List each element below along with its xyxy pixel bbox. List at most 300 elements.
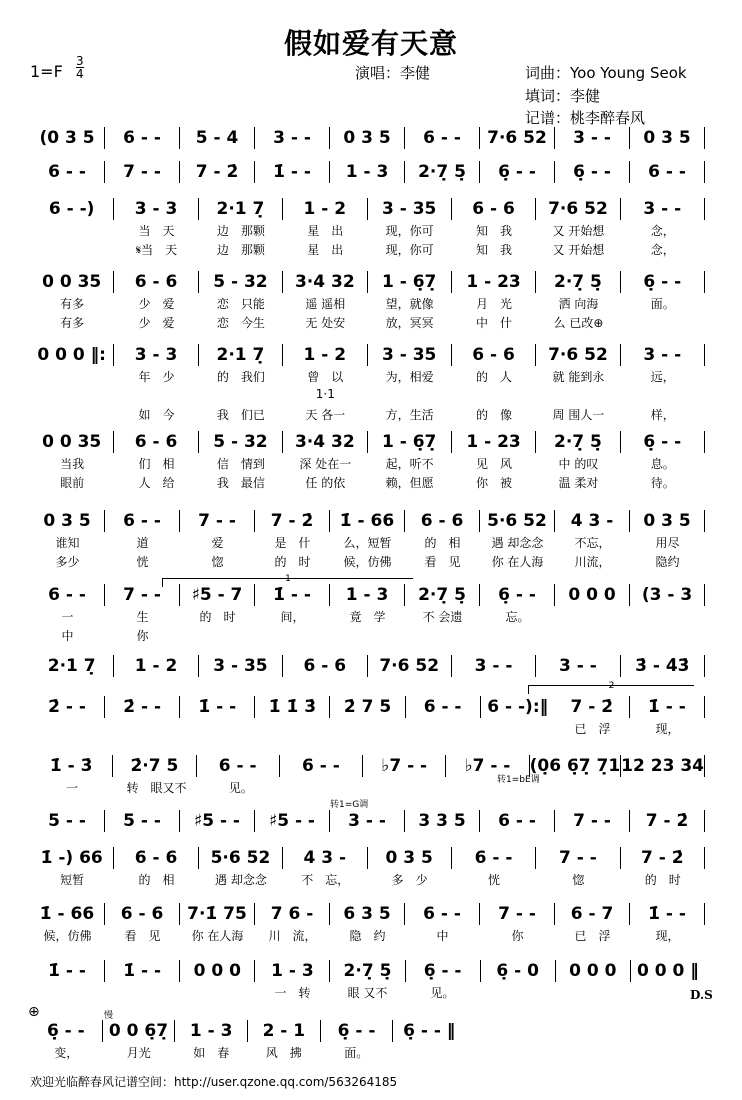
composer-credit: 词曲：Yoo Young Seok [525, 64, 687, 82]
measure: 3 - - [621, 344, 705, 366]
measure: 3 - - [555, 127, 630, 149]
lyric-line [30, 295, 705, 312]
lyric-segment [255, 627, 330, 644]
measure: 3 - - [330, 810, 405, 832]
tempo-slow-label: 慢 [104, 1011, 114, 1021]
notation-row [30, 127, 705, 149]
coda-symbol: ⊕ [28, 1004, 40, 1020]
measure: 2·1 7̣ [30, 655, 114, 677]
lyric-segment: 不 忘， [301, 873, 350, 887]
lyric-segment: 你 在人海 [191, 929, 244, 943]
lyric-line [30, 720, 705, 737]
lyric-line [30, 627, 705, 644]
lyric-segment: 现，你可 [385, 243, 434, 257]
measure: 6 - - [405, 903, 480, 925]
lyric-segment: 远， [650, 370, 675, 384]
measure: 0 0 0 ‖: [30, 344, 114, 366]
lyric-segment: 现，你可 [385, 224, 434, 238]
staff-system [30, 1020, 465, 1061]
measure: 7 - - [480, 903, 555, 925]
measure: ♯5 - - [180, 810, 255, 832]
lyric-segment: 一 [61, 610, 74, 624]
notation-row [30, 755, 705, 777]
key-signature: 1=F [30, 62, 63, 81]
lyric-segment [180, 627, 255, 644]
lyric-segment: 如 春 [193, 1046, 230, 1060]
lyric-line [30, 534, 705, 551]
lyric-segment [630, 608, 705, 625]
measure: 3·4 32 [283, 431, 367, 453]
lyric-segment: 天 各一 [305, 408, 346, 422]
notation-row [30, 161, 705, 183]
lyric-segment: 看 见 [424, 555, 461, 569]
measure: 3 - - [536, 655, 620, 677]
measure: 1 - 2 [114, 655, 198, 677]
lyric-line [30, 779, 705, 796]
lyric-segment [283, 779, 367, 796]
lyric-segment: 一 [66, 781, 79, 795]
measure: 7 - 2̇ [630, 810, 705, 832]
measure: 6̣ - - [621, 271, 705, 293]
lyric-line [30, 984, 705, 1001]
lyric-segment [30, 406, 114, 423]
measure: 5·6 52 [480, 510, 555, 532]
measure: 0 0 0 [180, 960, 255, 982]
lyric-segment: 道 [136, 536, 149, 550]
lyric-segment: 的 人 [476, 370, 513, 384]
lyric-segment: 恍 [488, 873, 501, 887]
measure: 1̇ -) 66 [30, 847, 114, 869]
lyric-segment: 不忘， [574, 536, 611, 550]
measure: 0 0 0 [555, 584, 630, 606]
measure: 0 0 0 [556, 960, 631, 982]
lyric-segment: 待。 [650, 476, 675, 490]
staff-system [30, 810, 705, 832]
measure: 3 - - [621, 198, 705, 220]
measure: 5 - - [30, 810, 105, 832]
measure: 2·7̣ 5̣ [536, 271, 620, 293]
lyric-segment: 多少 [55, 555, 80, 569]
lyric-line [30, 368, 705, 385]
lyric-segment: 年 少 [138, 370, 175, 384]
lyric-segment: 月光 [126, 1046, 151, 1060]
lyric-segment: 任 的依 [305, 476, 346, 490]
measure: ♯5 - - [255, 810, 330, 832]
measure: 6 - - [630, 161, 705, 183]
measure: 6 - 6 [114, 431, 198, 453]
lyric-segment: 用尽 [655, 536, 680, 550]
lyric-segment: 谁知 [55, 536, 80, 550]
measure: 0 3 5 [30, 510, 105, 532]
lyric-segment [555, 627, 630, 644]
lyric-segment: 中 [436, 929, 449, 943]
measure: 1̇ - - [180, 696, 255, 718]
lyric-segment [114, 387, 198, 404]
lyric-segment: 月 光 [476, 297, 513, 311]
lyric-segment: 眼前 [60, 476, 85, 490]
notation-row [30, 431, 705, 453]
lyric-segment: 见。 [430, 986, 455, 1000]
lyric-segment: 候，仿佛 [43, 929, 92, 943]
measure: 6 - - [405, 127, 480, 149]
measure: 6 - - [280, 755, 363, 777]
measure: 6̣ - - [555, 161, 630, 183]
lyric-segment: 已 浮 [574, 929, 611, 943]
measure: 0 3 5 [368, 847, 452, 869]
lyric-segment: 川 流， [268, 929, 317, 943]
lyric-segment: 恍 [136, 555, 149, 569]
lyric-line [30, 871, 705, 888]
lyric-segment: 爱 [211, 536, 224, 550]
measure: 6 - -):‖ [487, 697, 549, 717]
lyric-segment: 知 我 [476, 243, 513, 257]
lyric-line [30, 927, 705, 944]
measure: 0 0 6̣7̣ [103, 1020, 176, 1042]
volta-1-label: 1 [285, 574, 291, 584]
lyric-segment: 见。 [228, 781, 253, 795]
lyric-segment: 1·1 [315, 387, 335, 401]
lyric-segment: 又 开始想 [552, 224, 605, 238]
lyric-segment: 现， [655, 722, 680, 736]
measure: 1̇ - 66 [330, 510, 405, 532]
measure: (0̣6 6̣7̣ 7̣1 [529, 756, 621, 776]
measure: 0 3 5 [630, 127, 705, 149]
lyric-segment: 惚 [572, 873, 585, 887]
measure: 6 - 6 [452, 344, 536, 366]
time-signature [76, 55, 84, 80]
lyric-segment: 望，就像 [385, 297, 434, 311]
measure: (0 3 5 [30, 127, 105, 149]
measure: 6 - - [480, 810, 555, 832]
measure: 2̇·7 5 [113, 755, 196, 777]
staff-system [30, 960, 705, 1001]
measure: 6 - - [30, 584, 105, 606]
lyric-segment: 的 我们 [216, 370, 265, 384]
staff-system [30, 755, 705, 796]
lyric-segment [105, 720, 180, 737]
measure: 7·1̇ 75 [180, 903, 255, 925]
measure: 6 - 6 [114, 271, 198, 293]
lyric-segment: 面。 [344, 1046, 369, 1060]
measure: 5 - 32 [199, 431, 283, 453]
lyric-segment: 洒 向海 [558, 297, 599, 311]
measure: 1̇ - - [630, 696, 705, 718]
lyric-line [30, 241, 705, 258]
lyric-segment: 的 时 [644, 873, 681, 887]
lyric-segment: 边 那颗 [216, 243, 265, 257]
lyric-segment: 们 相 [138, 457, 175, 471]
measure: ♯5 - 7 [180, 584, 255, 606]
lyric-segment [555, 608, 630, 625]
measure: 7·6 52 [536, 198, 620, 220]
staff-system [30, 847, 705, 888]
lyric-segment: 恋 只能 [216, 297, 265, 311]
lyric-segment: 的 像 [476, 408, 513, 422]
staff-system [30, 344, 705, 423]
lyric-segment: 有多 [60, 316, 85, 330]
lyric-segment: 么 已改⊕ [553, 316, 604, 330]
measure: 7·6 52 [368, 655, 452, 677]
measure: 1 - 3 [255, 960, 330, 982]
measure: 1 - 3 [175, 1020, 248, 1042]
measure: (3 - 3 [630, 584, 705, 606]
lyric-segment: 的 相 [424, 536, 461, 550]
lyric-segment: 中 的叹 [558, 457, 599, 471]
lyric-segment: 人 给 [138, 476, 175, 490]
lyric-segment: 是 什 [274, 536, 311, 550]
dal-segno-label: D.S [690, 988, 713, 1002]
lyric-segment: 竟 学 [349, 610, 386, 624]
notation-row [30, 271, 705, 293]
lyric-line [30, 553, 705, 570]
measure: 2̇ - - [30, 696, 105, 718]
measure: 1 - 23 [452, 271, 536, 293]
measure: 7 - 2̇ [621, 847, 705, 869]
measure: 2 - 1 [248, 1020, 321, 1042]
lyric-segment [105, 984, 180, 1001]
measure: 2·7̣ 5̣ [330, 960, 405, 982]
lyric-segment [30, 241, 114, 258]
measure: 6 - - [105, 127, 180, 149]
measure: 1 - 2 [283, 344, 367, 366]
notation-row [30, 584, 705, 606]
measure: 5 - 32 [199, 271, 283, 293]
lyric-line [30, 222, 705, 239]
lyric-segment [452, 387, 536, 404]
lyric-segment: 中 [61, 629, 74, 643]
time-signature-bottom: 4 [76, 67, 84, 81]
lyric-segment: 风 拂 [265, 1046, 302, 1060]
measure: 6 - - [197, 755, 280, 777]
lyric-segment: 一 转 [274, 986, 311, 1000]
measure: 6 - - [452, 847, 536, 869]
notation-row [30, 847, 705, 869]
measure: 7·6 52 [536, 344, 620, 366]
lyric-segment: 边 那颗 [216, 224, 265, 238]
lyric-segment: 方，生活 [385, 408, 434, 422]
lyric-segment [555, 984, 630, 1001]
lyric-segment: 么，短暂 [343, 536, 392, 550]
measure: 3 - 35 [368, 344, 452, 366]
measure: 0 0 35 [30, 431, 114, 453]
lyric-segment: 生 [136, 610, 149, 624]
lyric-segment: 周 围人一 [552, 408, 605, 422]
notation-row [30, 903, 705, 925]
transcriber-credit: 记谱：桃李醉春风 [525, 109, 646, 127]
measure: 6̣ - - [621, 431, 705, 453]
lyric-segment: 赖，但愿 [385, 476, 434, 490]
lyric-segment [368, 387, 452, 404]
measure: 1̇ - - [30, 960, 105, 982]
lyric-segment: 间， [280, 610, 305, 624]
lyric-segment: 深 处在一 [299, 457, 352, 471]
measure: 1̇ - 3̇ [30, 755, 113, 777]
measure: 7 - 2̇ [180, 161, 255, 183]
measure: 7 - 2̇ [555, 696, 630, 718]
lyric-segment: 我 最信 [216, 476, 265, 490]
lyric-segment [480, 627, 555, 644]
measure: 1 - 6̣7̣ [368, 431, 452, 453]
measure: 1̇ - - [255, 161, 330, 183]
lyric-segment [30, 387, 114, 404]
lyric-segment [480, 984, 555, 1001]
lyric-segment: 𝄋当 天 [135, 243, 178, 257]
lyric-segment [30, 984, 105, 1001]
measure: 6 - 6 [405, 510, 480, 532]
lyric-segment: 面。 [650, 297, 675, 311]
measure: 6̣ - - [480, 161, 555, 183]
measure: 6 - 6 [452, 198, 536, 220]
measure: 2̇ 7 5 [330, 696, 405, 718]
lyric-segment: 隐 约 [349, 929, 386, 943]
measure: 6 3 5 [330, 903, 405, 925]
lyric-line [30, 455, 705, 472]
lyric-segment: 眼 又不 [347, 986, 388, 1000]
lyric-segment [30, 222, 114, 239]
lyric-line [30, 1044, 465, 1061]
footer-credit: 欢迎光临醉春风记谱空间：http://user.qzone.qq.com/563264185 [30, 1075, 398, 1089]
measure: 7 - 2̇ [255, 510, 330, 532]
staff-system [30, 431, 705, 491]
lyric-segment: 遇 却念念 [215, 873, 267, 887]
lyric-segment: 如 今 [138, 408, 175, 422]
measure: 6 - 6 [105, 903, 180, 925]
lyric-line [30, 608, 705, 625]
lyric-segment [255, 720, 330, 737]
measure: 6 - - [105, 510, 180, 532]
lyric-line [30, 314, 705, 331]
lyric-segment: 转 眼又不 [126, 781, 187, 795]
lyric-segment [368, 779, 452, 796]
lyric-segment: 念， [650, 224, 675, 238]
measure: 1 - 23 [452, 431, 536, 453]
measure: 6 - 6 [283, 655, 367, 677]
measure: 7 - - [180, 510, 255, 532]
measure: 2·1 7̣ [199, 198, 283, 220]
lyric-segment: 中 什 [476, 316, 513, 330]
song-title: 假如爱有天意 [283, 27, 458, 60]
measure: 12 23 34 [621, 756, 704, 776]
lyric-segment [393, 1044, 466, 1061]
measure: 3 - 3 [114, 198, 198, 220]
lyric-segment: 为，相爱 [385, 370, 434, 384]
lyric-segment: 隐约 [655, 555, 680, 569]
measure: 0 0 35 [30, 271, 114, 293]
lyric-segment: 无 处安 [305, 316, 346, 330]
staff-system [30, 655, 705, 677]
measure: 2·7̣ 5̣ [405, 584, 480, 606]
lyric-segment [536, 387, 620, 404]
lyric-segment [330, 627, 405, 644]
lyric-segment: 遇 却念念 [491, 536, 544, 550]
measure: 7 - - [105, 584, 180, 606]
lyric-segment: 我 们已 [216, 408, 265, 422]
measure: 6 - 7 [555, 903, 630, 925]
measure: 1̇ - - [630, 903, 705, 925]
measure: 6 - 6 [114, 847, 198, 869]
measure: 3 - 35 [368, 198, 452, 220]
lyric-segment: 信 情到 [216, 457, 265, 471]
notation-row [30, 344, 705, 366]
lyric-segment: 息。 [650, 457, 675, 471]
measure: 1̇ - - [105, 960, 180, 982]
lyric-segment: 恋 今生 [216, 316, 265, 330]
lyric-segment: 样， [650, 408, 675, 422]
lyric-segment [480, 720, 555, 737]
measure: 3̇ - 4̇3̇ [621, 655, 705, 677]
lyric-segment: 见 风 [476, 457, 513, 471]
notation-row [30, 810, 705, 832]
lyric-segment: 当 天 [138, 224, 175, 238]
lyric-segment: 遥 遥相 [305, 297, 346, 311]
measure: 2̇ - - [105, 696, 180, 718]
staff-system [30, 510, 705, 570]
measure: 7 6 - [255, 903, 330, 925]
measure: 3 - 35 [199, 655, 283, 677]
lyric-segment [330, 720, 405, 737]
staff-system [30, 271, 705, 331]
lyric-segment: 的 时 [199, 610, 236, 624]
lyric-segment [630, 627, 705, 644]
lyric-segment: 起，听不 [385, 457, 434, 471]
measure: 6 - - [406, 696, 481, 718]
measure: 6̣ - 0 [481, 960, 556, 982]
staff-system [30, 903, 705, 944]
staff-system [30, 127, 705, 149]
lyric-segment: 忘。 [505, 610, 530, 624]
lyric-segment: 温 柔对 [558, 476, 599, 490]
measure: 0 3 5 [330, 127, 405, 149]
notation-row [30, 510, 705, 532]
measure: 5 - 4 [180, 127, 255, 149]
lyric-segment: 多 少 [391, 873, 428, 887]
lyric-segment: 星 出 [307, 224, 344, 238]
lyric-segment: 你 在人海 [491, 555, 544, 569]
lyric-segment: 不 会遗 [422, 610, 463, 624]
notation-row [30, 1020, 465, 1042]
lyric-segment: 你 被 [476, 476, 513, 490]
lyric-segment [621, 314, 705, 331]
lyric-segment: 当我 [60, 457, 85, 471]
measure: 6̣ - - ‖ [403, 1021, 456, 1041]
notation-row [30, 198, 705, 220]
lyric-segment [621, 779, 705, 796]
lyric-segment: 看 见 [124, 929, 161, 943]
notation-row [30, 696, 705, 718]
measure: 1 - 2 [283, 198, 367, 220]
lyric-segment: 有多 [60, 297, 85, 311]
lyric-segment [199, 387, 283, 404]
measure: 5·6 52 [199, 847, 283, 869]
singer-credit: 演唱：李健 [355, 64, 431, 82]
lyric-segment [405, 627, 480, 644]
measure: 6 - - [30, 161, 105, 183]
measure: 3·4 32 [283, 271, 367, 293]
lyric-segment: 川流， [574, 555, 611, 569]
volta-2-label: 2 [608, 681, 615, 691]
lyric-segment: 候，仿佛 [343, 555, 392, 569]
lyric-segment: 变， [54, 1046, 79, 1060]
lyric-segment: 的 相 [138, 873, 175, 887]
measure: 6̣ - - [321, 1020, 394, 1042]
lyric-line [30, 387, 705, 404]
lyric-segment: 已 浮 [574, 722, 611, 736]
lyric-line [30, 474, 705, 491]
staff-system [30, 161, 705, 183]
lyric-segment: 就 能到永 [552, 370, 605, 384]
measure: 4 3 - [555, 510, 630, 532]
lyric-segment [30, 368, 114, 385]
